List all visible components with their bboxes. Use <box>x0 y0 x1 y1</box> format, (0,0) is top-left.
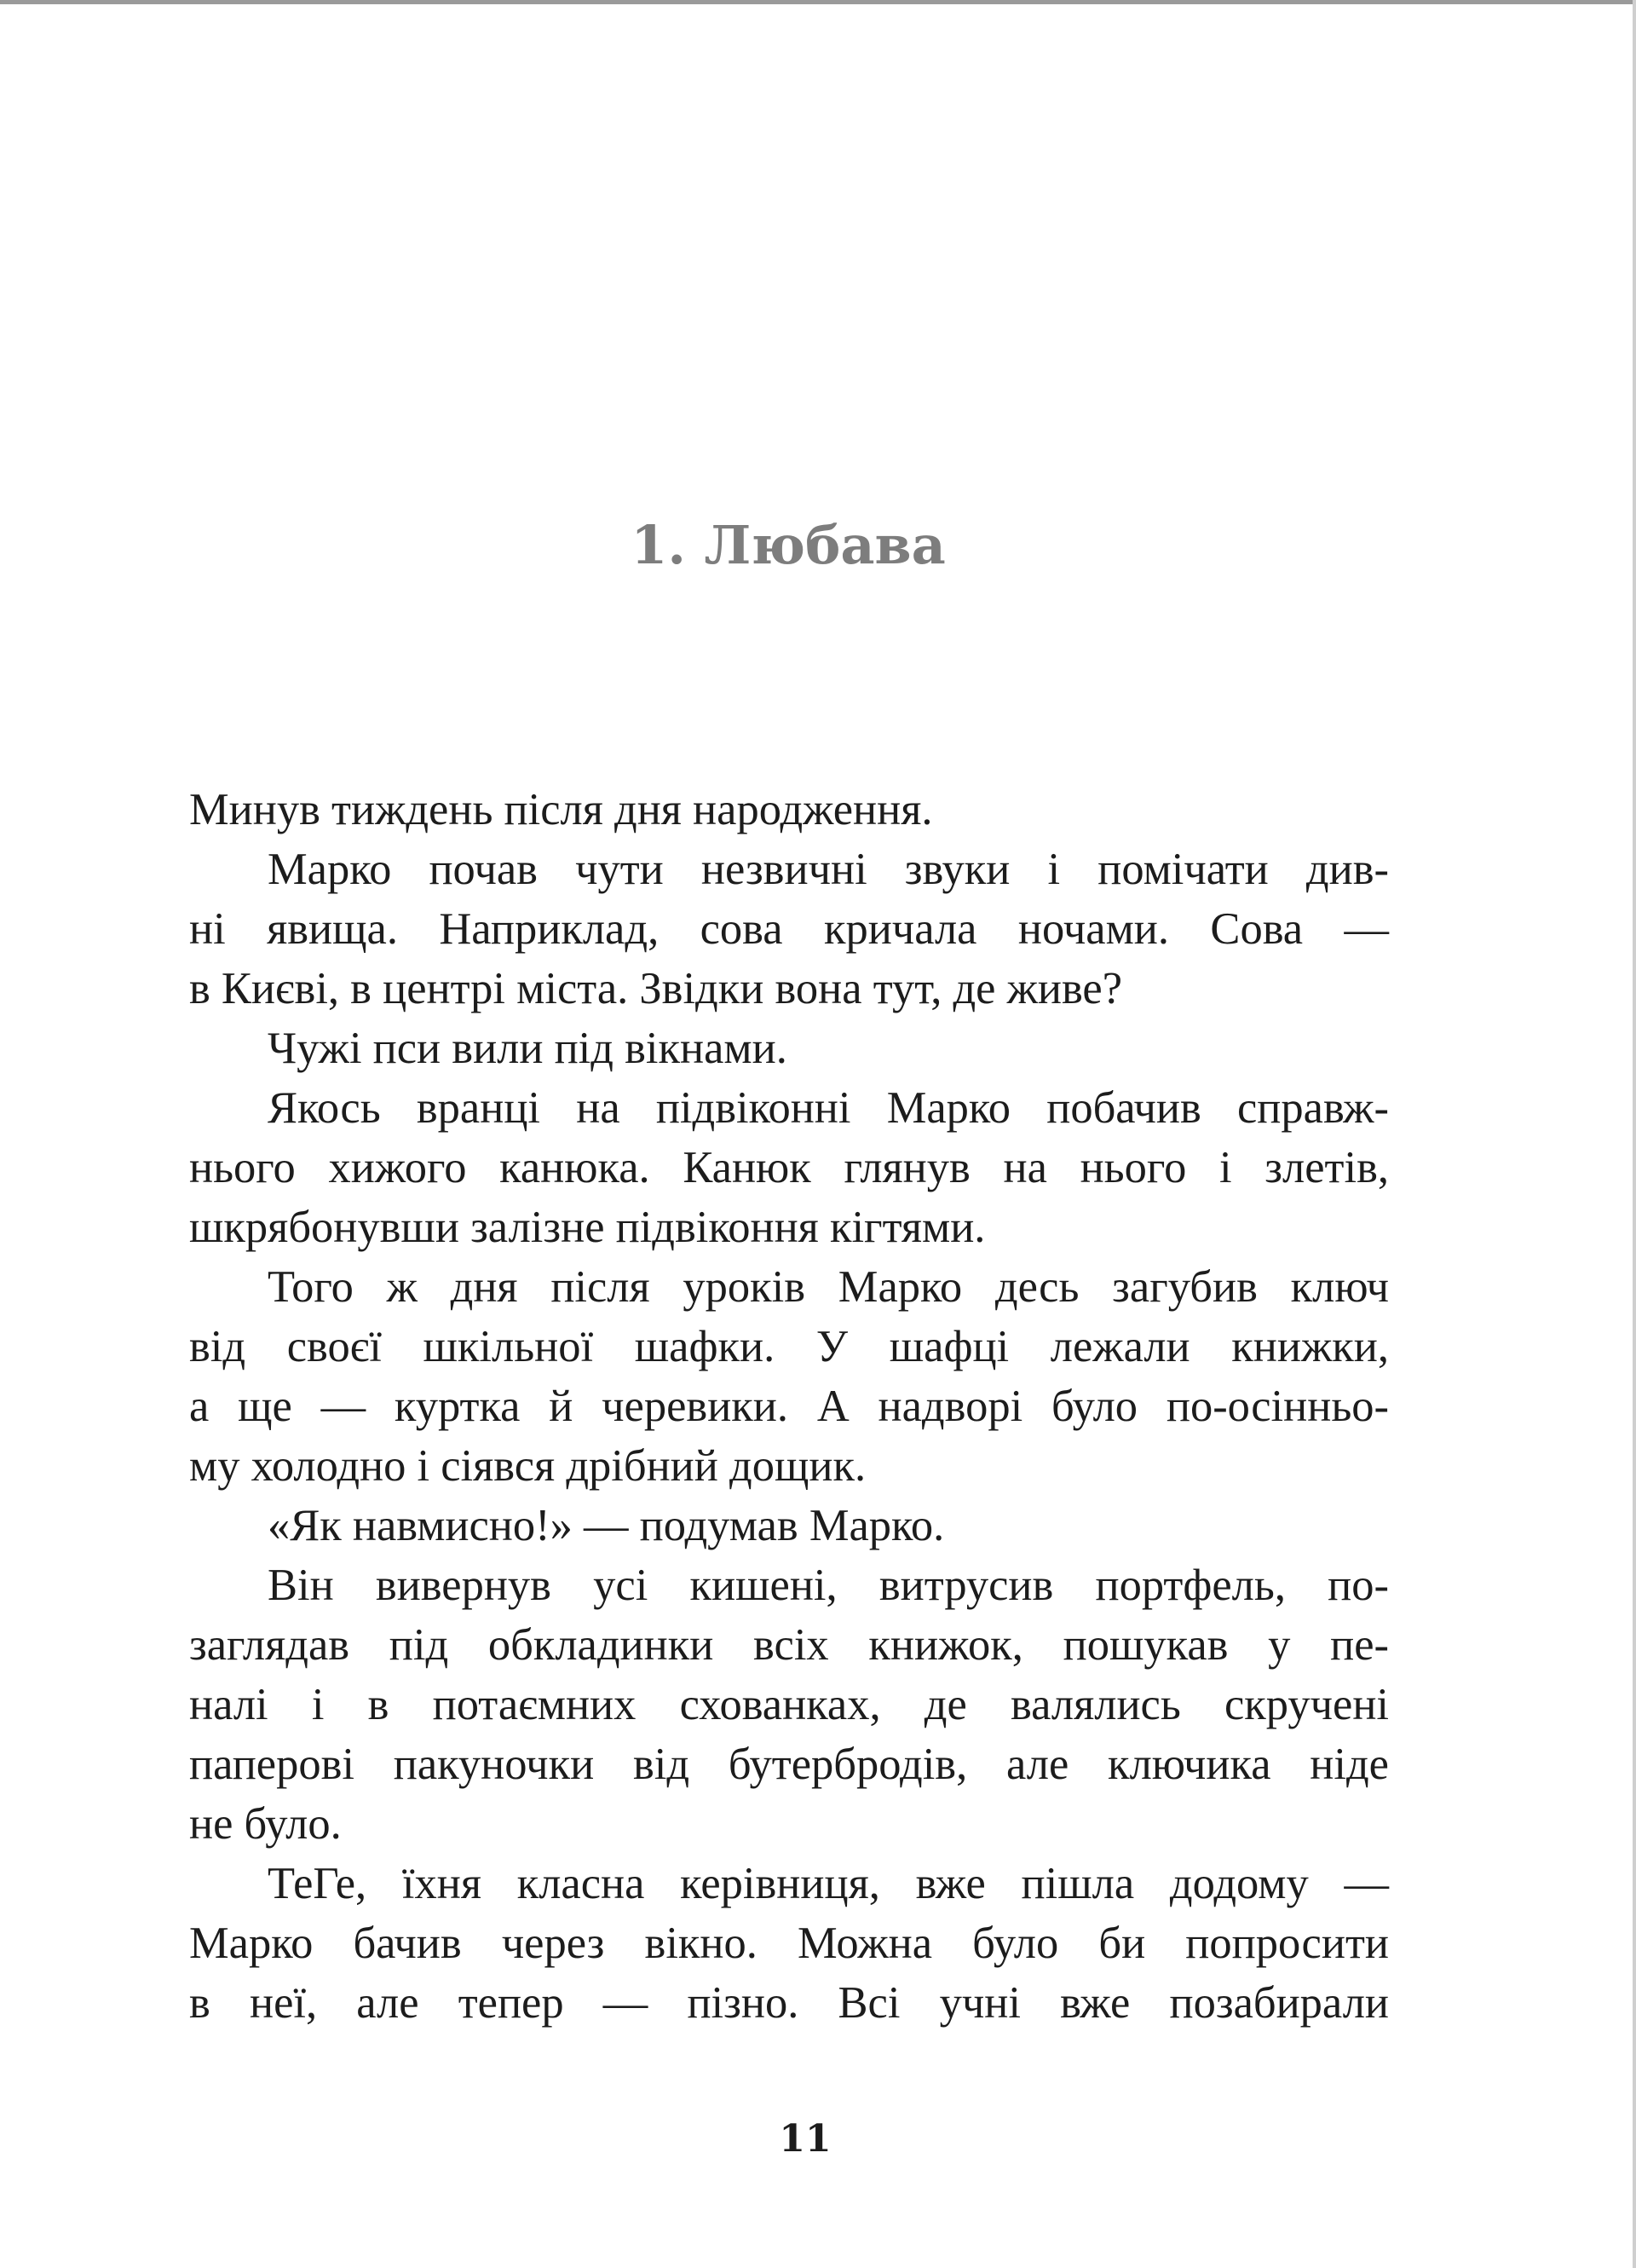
text-line: Того ж дня після уроків Марко десь загубив ключ <box>268 1262 1389 1312</box>
text-line: Минув тиждень після дня народження. <box>189 785 933 834</box>
page-number: 11 <box>779 2117 832 2161</box>
page-top-border <box>0 0 1636 4</box>
text-line: а ще — куртка й черевики. А надворі було по-осінньо- <box>189 1382 1389 1431</box>
text-line: паперові пакуночки від бутербродів, але ключика ніде <box>189 1740 1389 1789</box>
text-line: Якось вранці на підвіконні Марко побачив справж- <box>268 1083 1389 1133</box>
body-text <box>189 780 1389 2033</box>
text-line: ні явища. Наприклад, сова кричала ночами. Сова — <box>189 904 1389 954</box>
text-line: в неї, але тепер — пізно. Всі учні вже позабирали <box>189 1978 1389 2028</box>
page-right-border <box>1633 0 1636 2268</box>
text-line: ТеГе, їхня класна керівниця, вже пішла додому — <box>268 1859 1389 1908</box>
text-line: в Києві, в центрі міста. Звідки вона тут, де живе? <box>189 964 1123 1013</box>
text-line: нього хижого канюка. Канюк глянув на нього і злетів, <box>189 1143 1389 1192</box>
text-line: не було. <box>189 1799 342 1849</box>
chapter-title: 1. Любава <box>631 514 946 576</box>
text-line: заглядав під обкладинки всіх книжок, пошукав у пе- <box>189 1620 1389 1670</box>
text-line: налі і в потаємних схованках, де валялись скручені <box>189 1680 1389 1729</box>
text-line: му холодно і сіявся дрібний дощик. <box>189 1441 867 1491</box>
text-line: Марко бачив через вікно. Можна було би попросити <box>189 1919 1389 1968</box>
text-line: від своєї шкільної шафки. У шафці лежали книжки, <box>189 1322 1389 1371</box>
text-line: «Як навмисно!» — подумав Марко. <box>268 1501 945 1550</box>
text-line: Він вивернув усі кишені, витрусив портфель, по- <box>268 1561 1389 1610</box>
text-line: Чужі пси вили під вікнами. <box>268 1024 787 1073</box>
text-line: Марко почав чути незвичні звуки і помічати див- <box>268 845 1389 894</box>
text-line: шкрябонувши залізне підвіконня кігтями. <box>189 1203 986 1252</box>
